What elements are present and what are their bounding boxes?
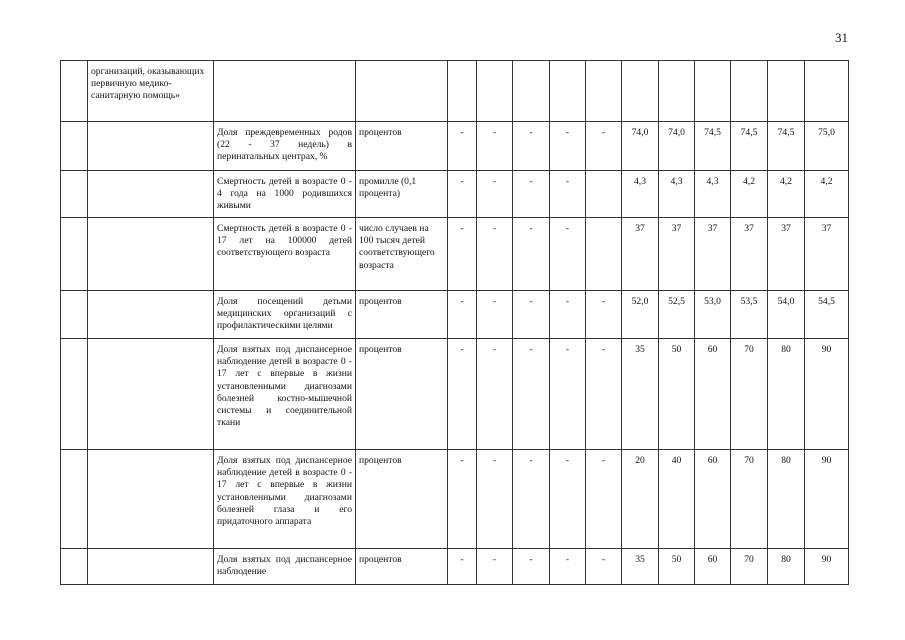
section-cell [88, 291, 214, 339]
target-value-cell: 70 [731, 549, 768, 585]
base-year-cell: - [477, 218, 513, 291]
target-value-cell: 90 [805, 549, 849, 585]
indicator-name-cell: Доля взятых под диспансерное наблюдение детей в возрасте 0 - 17 лет с впервые в жизни установленными диагнозами болезней костно-мышечной системы и соединительной ткани [214, 339, 356, 450]
target-value-cell: 35 [622, 339, 659, 450]
target-value-cell: 53,0 [695, 291, 731, 339]
unit-cell: число случаев на 100 тысяч детей соответствующего возраста [356, 218, 448, 291]
table-row [61, 122, 849, 171]
row-number-cell [61, 339, 88, 450]
target-value-cell: 4,2 [731, 171, 768, 218]
base-year-cell [448, 61, 477, 122]
section-cell [88, 218, 214, 291]
indicator-name-cell: Смертность детей в возрасте 0 - 17 лет на 100000 детей соответствующего возраста [214, 218, 356, 291]
target-value-cell: 37 [805, 218, 849, 291]
row-number-cell [61, 549, 88, 585]
target-value-cell: 60 [695, 549, 731, 585]
target-value-cell: 20 [622, 450, 659, 549]
indicator-name-cell: Смертность детей в возрасте 0 - 4 года на 1000 родившихся живыми [214, 171, 356, 218]
indicator-name-cell: Доля посещений детьми медицинских организаций с профилактическими целями [214, 291, 356, 339]
target-value-cell: 37 [659, 218, 695, 291]
base-year-cell: - [513, 339, 550, 450]
table-row [61, 171, 849, 218]
section-cell [88, 450, 214, 549]
base-year-cell: - [448, 171, 477, 218]
base-year-cell: - [477, 122, 513, 171]
base-year-cell: - [477, 549, 513, 585]
target-value-cell: 37 [695, 218, 731, 291]
target-value-cell [805, 61, 849, 122]
section-cell [88, 122, 214, 171]
target-value-cell: 74,0 [622, 122, 659, 171]
base-year-cell: - [448, 549, 477, 585]
base-year-cell: - [513, 171, 550, 218]
base-year-cell: - [586, 291, 622, 339]
unit-cell: процентов [356, 122, 448, 171]
base-year-cell: - [513, 549, 550, 585]
target-value-cell: 50 [659, 339, 695, 450]
row-number-cell [61, 61, 88, 122]
base-year-cell: - [477, 291, 513, 339]
target-value-cell: 74,5 [768, 122, 805, 171]
section-cell [88, 339, 214, 450]
target-value-cell: 74,5 [695, 122, 731, 171]
target-value-cell: 4,2 [805, 171, 849, 218]
section-cell [88, 549, 214, 585]
table-row [61, 339, 849, 450]
base-year-cell [586, 171, 622, 218]
unit-cell: процентов [356, 450, 448, 549]
target-value-cell [731, 61, 768, 122]
target-value-cell: 90 [805, 450, 849, 549]
target-value-cell: 90 [805, 339, 849, 450]
row-number-cell [61, 450, 88, 549]
target-value-cell: 70 [731, 339, 768, 450]
base-year-cell [586, 61, 622, 122]
target-value-cell: 4,3 [695, 171, 731, 218]
base-year-cell: - [586, 122, 622, 171]
base-year-cell: - [513, 450, 550, 549]
section-cell: организаций, оказывающих первичную медико-санитарную помощь» [88, 61, 214, 122]
base-year-cell: - [550, 171, 586, 218]
target-value-cell: 80 [768, 450, 805, 549]
base-year-cell: - [448, 339, 477, 450]
target-value-cell: 75,0 [805, 122, 849, 171]
base-year-cell [586, 218, 622, 291]
base-year-cell: - [550, 291, 586, 339]
target-value-cell: 80 [768, 549, 805, 585]
target-value-cell: 74,0 [659, 122, 695, 171]
target-value-cell: 70 [731, 450, 768, 549]
target-value-cell: 4,3 [622, 171, 659, 218]
indicator-name-cell: Доля взятых под диспансерное наблюдение детей в возрасте 0 - 17 лет с впервые в жизни установленными диагнозами болезней глаза и его придаточного аппарата [214, 450, 356, 549]
base-year-cell: - [477, 450, 513, 549]
indicator-table [60, 60, 849, 585]
target-value-cell: 37 [731, 218, 768, 291]
table-row [61, 450, 849, 549]
section-cell [88, 171, 214, 218]
base-year-cell: - [586, 339, 622, 450]
target-value-cell: 60 [695, 339, 731, 450]
base-year-cell: - [477, 339, 513, 450]
base-year-cell: - [448, 291, 477, 339]
target-value-cell: 35 [622, 549, 659, 585]
table-row [61, 61, 849, 122]
target-value-cell: 54,5 [805, 291, 849, 339]
base-year-cell: - [550, 218, 586, 291]
row-number-cell [61, 291, 88, 339]
target-value-cell: 53,5 [731, 291, 768, 339]
target-value-cell: 40 [659, 450, 695, 549]
base-year-cell: - [513, 291, 550, 339]
indicator-name-cell [214, 61, 356, 122]
table-row [61, 291, 849, 339]
unit-cell: процентов [356, 291, 448, 339]
base-year-cell: - [477, 171, 513, 218]
target-value-cell [695, 61, 731, 122]
table-body [61, 61, 849, 585]
row-number-cell [61, 218, 88, 291]
target-value-cell: 4,2 [768, 171, 805, 218]
target-value-cell: 74,5 [731, 122, 768, 171]
base-year-cell: - [513, 122, 550, 171]
base-year-cell: - [586, 450, 622, 549]
indicator-name-cell: Доля преждевременных родов (22 - 37 недель) в перинатальных центрах, % [214, 122, 356, 171]
target-value-cell [768, 61, 805, 122]
target-value-cell: 4,3 [659, 171, 695, 218]
table-row [61, 549, 849, 585]
base-year-cell: - [550, 450, 586, 549]
base-year-cell: - [586, 549, 622, 585]
target-value-cell [622, 61, 659, 122]
target-value-cell: 50 [659, 549, 695, 585]
base-year-cell [513, 61, 550, 122]
target-value-cell [659, 61, 695, 122]
base-year-cell: - [448, 218, 477, 291]
unit-cell: процентов [356, 339, 448, 450]
base-year-cell: - [513, 218, 550, 291]
base-year-cell: - [448, 450, 477, 549]
target-value-cell: 54,0 [768, 291, 805, 339]
base-year-cell: - [550, 339, 586, 450]
base-year-cell: - [448, 122, 477, 171]
unit-cell: промилле (0,1 процента) [356, 171, 448, 218]
target-value-cell: 80 [768, 339, 805, 450]
base-year-cell: - [550, 122, 586, 171]
unit-cell [356, 61, 448, 122]
target-value-cell: 52,0 [622, 291, 659, 339]
base-year-cell [550, 61, 586, 122]
indicator-name-cell: Доля взятых под диспансерное наблюдение [214, 549, 356, 585]
target-value-cell: 37 [768, 218, 805, 291]
base-year-cell: - [550, 549, 586, 585]
table-row [61, 218, 849, 291]
page-number: 31 [835, 30, 848, 45]
unit-cell: процентов [356, 549, 448, 585]
row-number-cell [61, 171, 88, 218]
target-value-cell: 60 [695, 450, 731, 549]
target-value-cell: 37 [622, 218, 659, 291]
base-year-cell [477, 61, 513, 122]
row-number-cell [61, 122, 88, 171]
target-value-cell: 52,5 [659, 291, 695, 339]
